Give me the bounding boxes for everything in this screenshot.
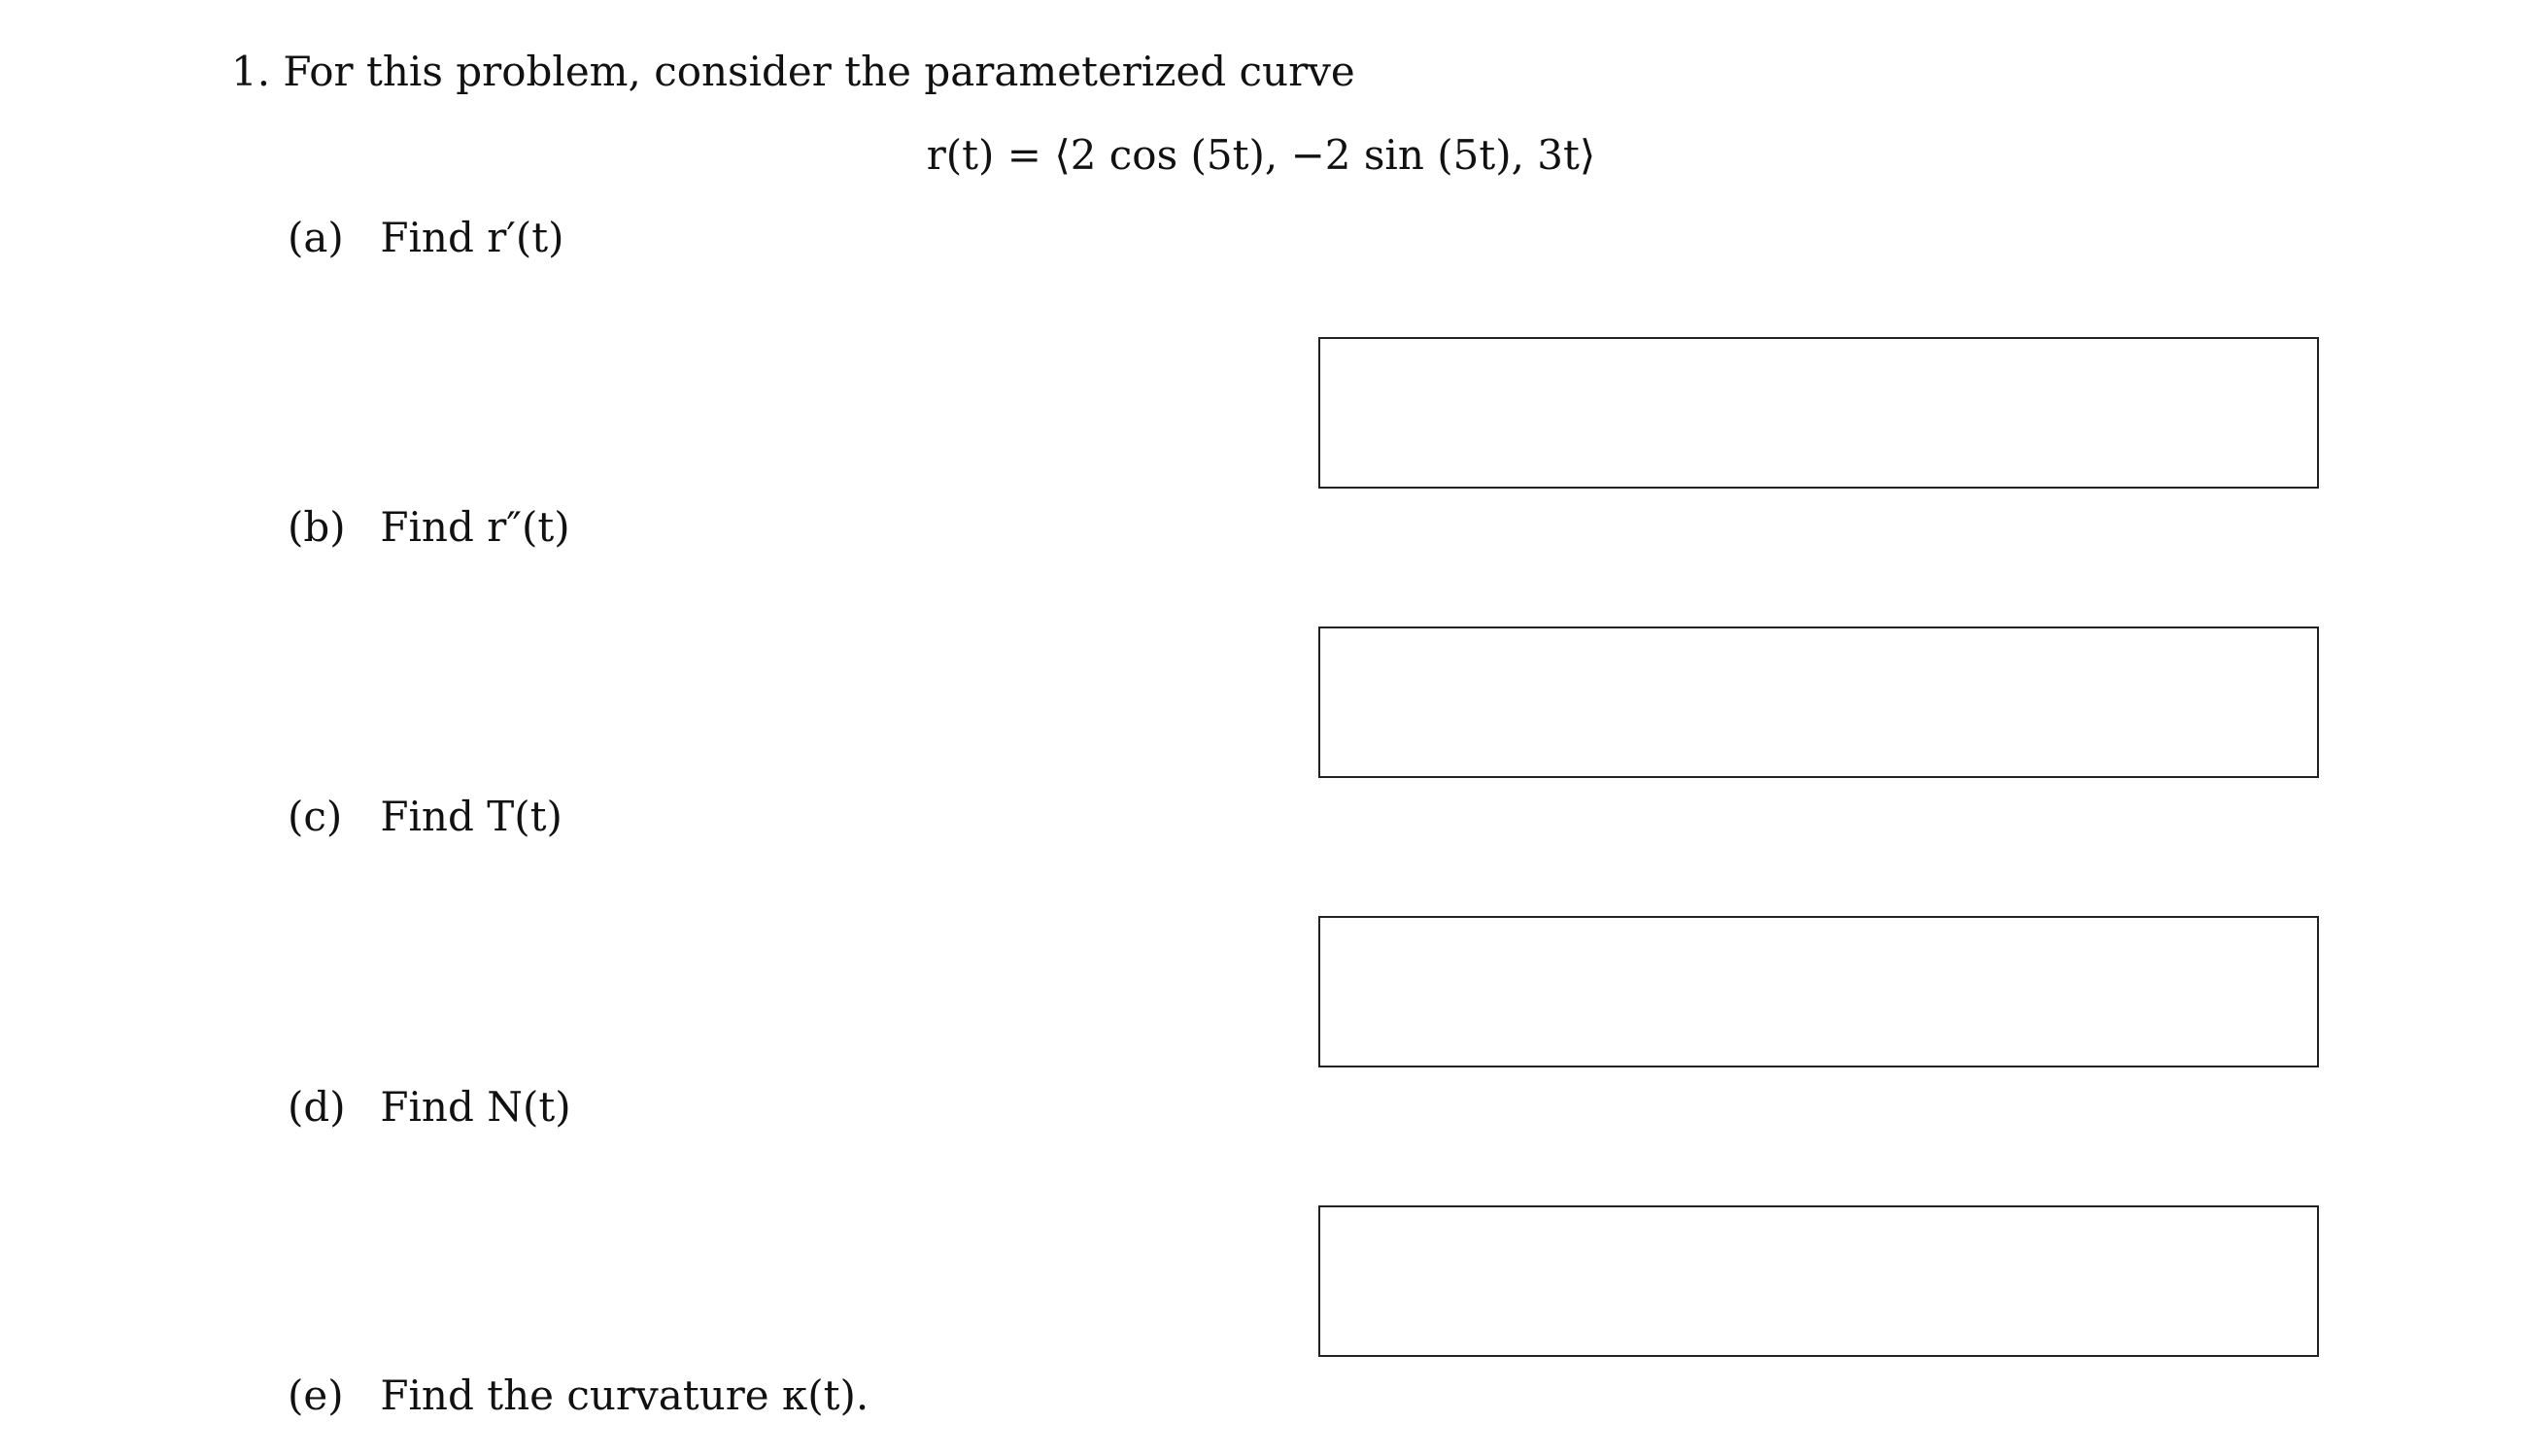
curve-equation: r(t) = ⟨2 cos (5t), −2 sin (5t), 3t⟩ (926, 131, 1596, 179)
part-e (288, 1367, 869, 1425)
answer-box-a[interactable] (1318, 337, 2319, 489)
part-e-text: Find the curvature κ(t). (380, 1371, 869, 1419)
part-d-text: Find N(t) (380, 1083, 571, 1131)
part-c-text: Find T(t) (380, 793, 562, 840)
part-b (288, 498, 570, 557)
part-e-label: (e) (288, 1371, 344, 1419)
part-a-label: (a) (288, 214, 344, 261)
part-d (288, 1078, 571, 1136)
part-d-label: (d) (288, 1083, 346, 1131)
part-c-label: (c) (288, 793, 343, 840)
problem-intro: 1. For this problem, consider the parameterized curve (231, 48, 1355, 95)
answer-box-d[interactable] (1318, 1205, 2319, 1357)
part-b-label: (b) (288, 503, 346, 551)
answer-box-c[interactable] (1318, 916, 2319, 1067)
answer-box-b[interactable] (1318, 626, 2319, 778)
part-b-text: Find r″(t) (380, 503, 570, 551)
part-a-text: Find r′(t) (380, 214, 564, 261)
part-c (288, 788, 562, 846)
part-a (288, 209, 563, 267)
